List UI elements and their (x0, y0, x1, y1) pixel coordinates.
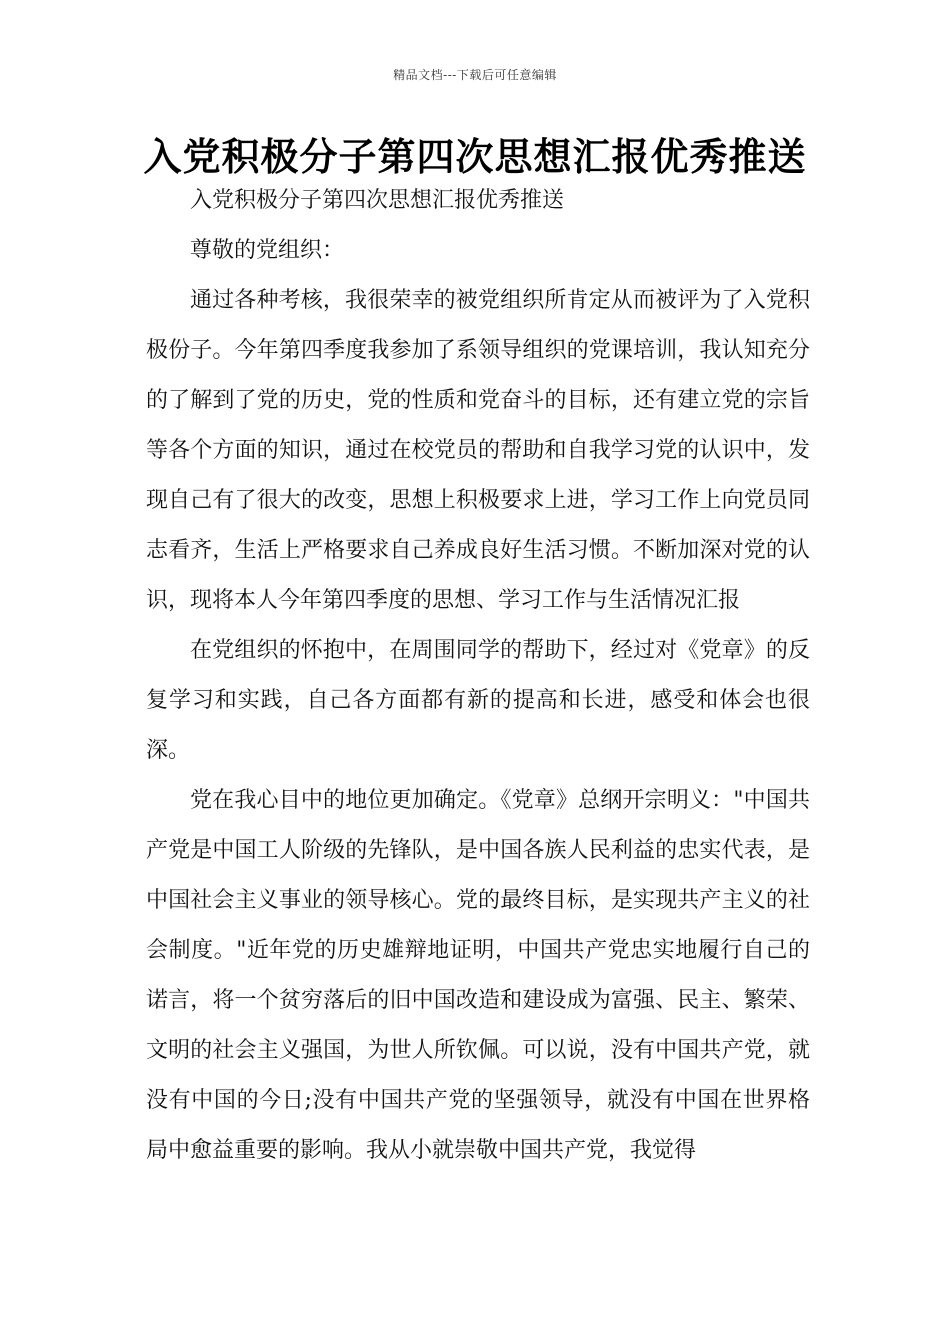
page-title: 入党积极分子第四次思想汇报优秀推送 (143, 134, 807, 179)
header-note: 精品文档---下载后可任意编辑 (393, 68, 557, 82)
subtitle-paragraph: 入党积极分子第四次思想汇报优秀推送 (190, 188, 565, 213)
document-body (146, 176, 810, 1176)
body-paragraph-2: 在党组织的怀抱中，在周围同学的帮助下，经过对《党章》的反复学习和实践，自己各方面都有新的提高和长进，感受和体会也很深。 (146, 638, 810, 763)
body-paragraph-3: 党在我心目中的地位更加确定。《党章》总纲开宗明义："中国共产党是中国工人阶级的先锋队，是中国各族人民利益的忠实代表，是中国社会主义事业的领导核心。党的最终目标，是实现共产主义的社会制度。"近年党的历史雄辩地证明，中国共产党忠实地履行自己的诺言，将一个贫穷落后的旧中国改造和建设成为富强、民主、繁荣、文明的社会主义强国，为世人所钦佩。可以说，没有中国共产党，就没有中国的今日;没有中国共产党的坚强领导，就没有中国在世界格局中愈益重要的影响。我从小就崇敬中国共产党，我觉得 (146, 788, 810, 1163)
salutation-paragraph: 尊敬的党组织： (190, 238, 345, 263)
body-paragraph-1: 通过各种考核，我很荣幸的被党组织所肯定从而被评为了入党积极份子。今年第四季度我参加了系领导组织的党课培训，我认知充分的了解到了党的历史，党的性质和党奋斗的目标，还有建立党的宗旨等各个方面的知识，通过在校党员的帮助和自我学习党的认识中，发现自己有了很大的改变，思想上积极要求上进，学习工作上向党员同志看齐，生活上严格要求自己养成良好生活习惯。不断加深对党的认识，现将本人今年第四季度的思想、学习工作与生活情况汇报 (146, 288, 810, 613)
